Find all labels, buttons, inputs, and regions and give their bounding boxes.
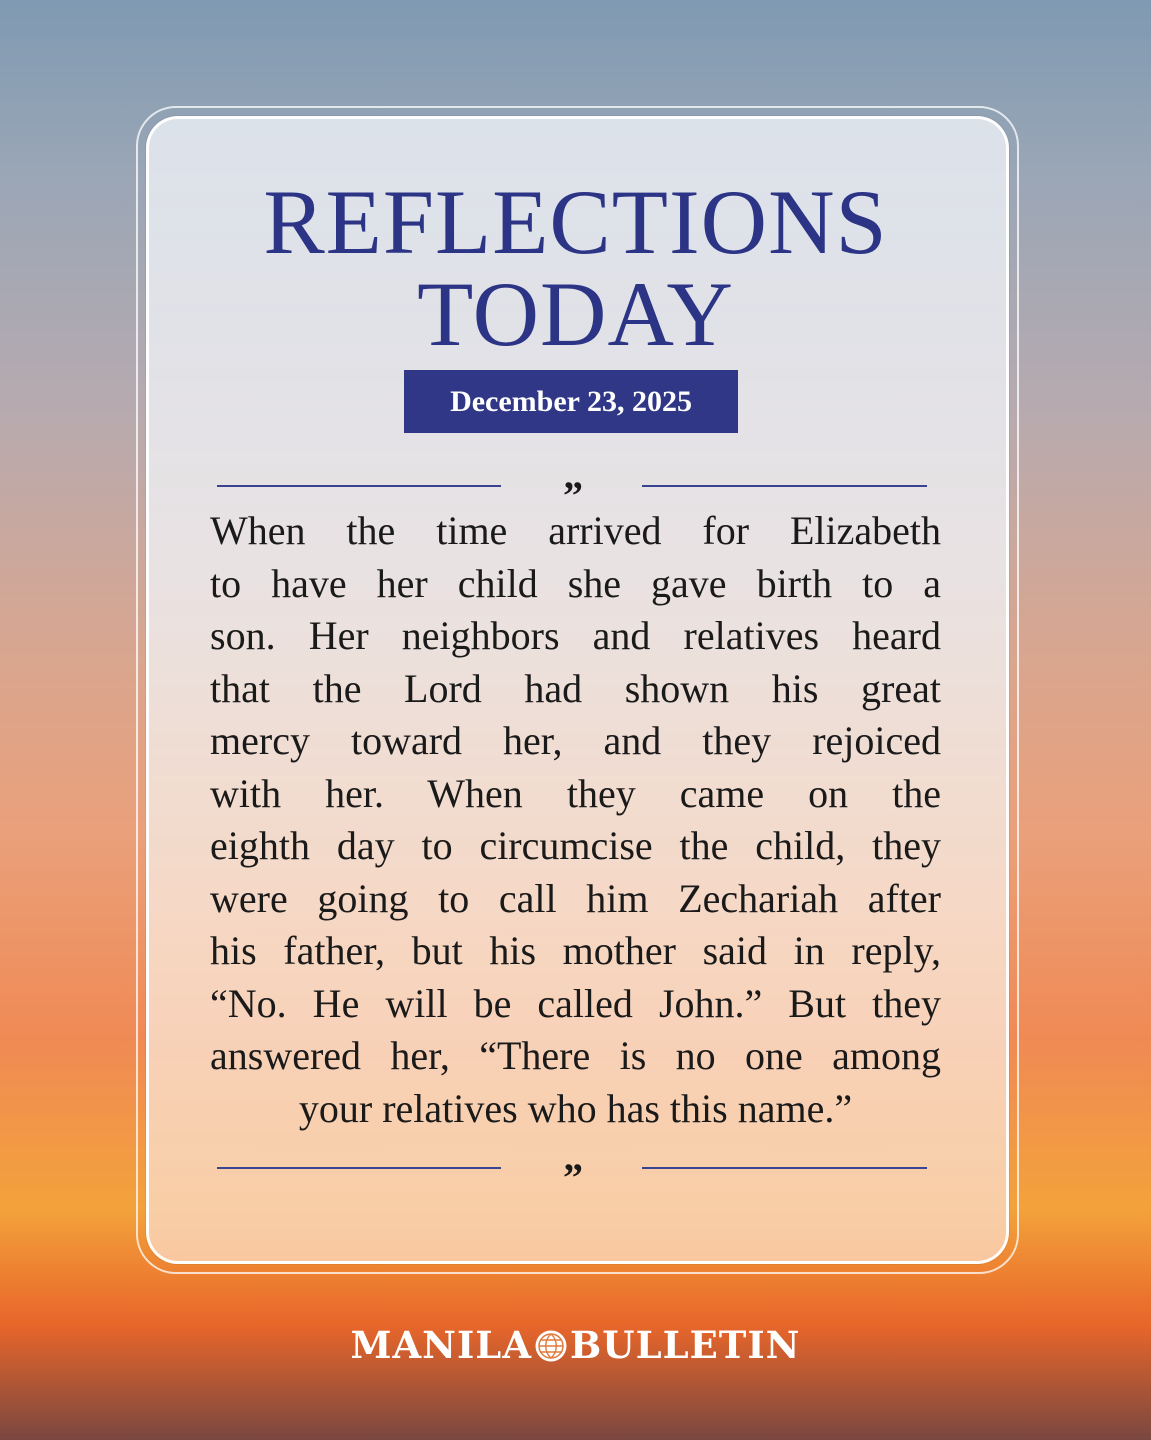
quote-line: that the Lord had shown his great — [210, 665, 941, 711]
brand-name-right: BULLETIN — [570, 1323, 801, 1367]
quote-line: When the time arrived for Elizabeth — [210, 508, 941, 553]
top-divider-left — [217, 485, 501, 487]
quote-line: your relatives who has this name.” — [298, 1085, 853, 1131]
top-divider-right — [642, 485, 927, 487]
quote-line: with her. When they came on the — [210, 770, 941, 816]
quote-line: son. Her neighbors and relatives heard — [210, 613, 941, 658]
bottom-divider-right — [642, 1167, 927, 1169]
page-title-line-1: REFLECTIONS — [263, 171, 888, 273]
quote-line: his father, but his mother said in reply, — [210, 928, 941, 973]
globe-emblem-icon — [534, 1328, 568, 1362]
scripture-quote — [210, 505, 941, 1135]
date-badge: December 23, 2025 — [404, 370, 738, 433]
quote-line: answered her, “There is no one among — [210, 1033, 941, 1078]
page-title-line-2: TODAY — [417, 263, 734, 365]
open-quote-icon: ” — [563, 473, 583, 518]
close-quote-icon: ” — [563, 1155, 583, 1200]
brand-logo — [0, 1322, 1151, 1368]
bottom-divider-left — [217, 1167, 501, 1169]
brand-name-left: MANILA — [350, 1323, 533, 1367]
quote-line: were going to call him Zechariah after — [210, 875, 941, 921]
quote-line: mercy toward her, and they rejoiced — [210, 718, 941, 763]
quote-line: to have her child she gave birth to a — [210, 560, 941, 606]
quote-line: eighth day to circumcise the child, they — [210, 823, 941, 868]
quote-line: “No. He will be called John.” But they — [210, 980, 941, 1026]
